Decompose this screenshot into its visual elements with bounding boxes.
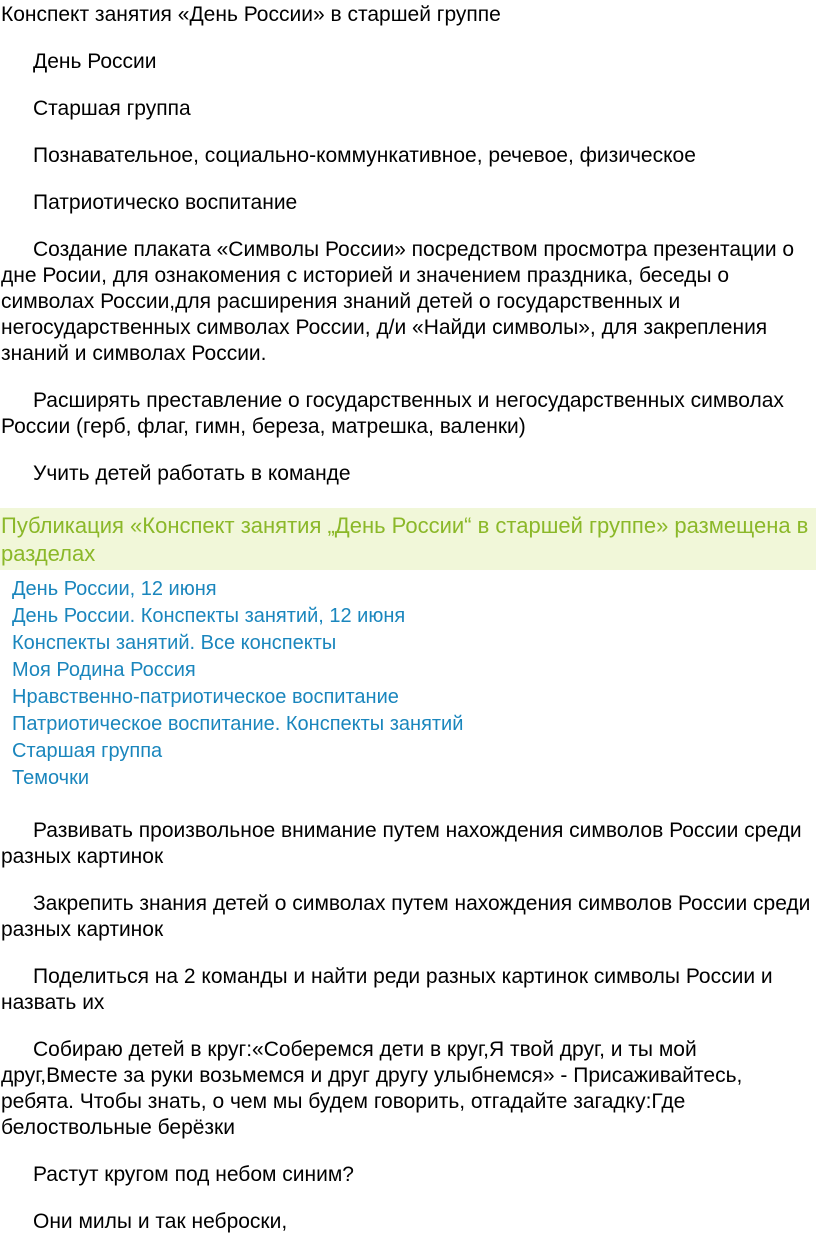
section-link-all-notes[interactable]: Конспекты занятий. Все конспекты xyxy=(12,632,337,654)
section-link-russia-day-notes[interactable]: День России. Конспекты занятий, 12 июня xyxy=(12,605,406,627)
paragraph-group: Старшая группа xyxy=(33,97,191,120)
section-link-patriotic-notes[interactable]: Патриотическое воспитание. Конспекты занятий xyxy=(12,713,464,735)
paragraph-riddle-line-2: Они милы и так неброски, xyxy=(33,1210,288,1233)
paragraph-riddle-line-1: Растут кругом под небом синим? xyxy=(33,1163,354,1186)
paragraph-task-2: Учить детей работать в команде xyxy=(33,462,351,485)
section-link-russia-day[interactable]: День России, 12 июня xyxy=(12,578,217,600)
section-link-topics[interactable]: Темочки xyxy=(12,767,89,789)
paragraph-areas: Познавательное, социально-коммункативное, речевое, физическое xyxy=(33,144,696,167)
document-title: Конспект занятия «День России» в старшей группе xyxy=(1,3,501,26)
paragraph-theme: День России xyxy=(33,50,157,73)
section-link-moral-education[interactable]: Нравственно-патриотическое воспитание xyxy=(12,686,399,708)
top-paragraphs xyxy=(0,49,816,487)
paragraph-task-4: Закрепить знания детей о символах путем нахождения символов России среди разных картинок xyxy=(1,892,811,941)
section-links xyxy=(0,576,816,792)
section-link-motherland[interactable]: Моя Родина Россия xyxy=(12,659,196,681)
paragraph-task-5: Поделиться на 2 команды и найти реди разных картинок символы России и назвать их xyxy=(1,965,773,1014)
paragraph-lesson-start: Собираю детей в круг:«Соберемся дети в круг,Я твой друг, и ты мой друг,Вместе за руки возьмемся и друг другу улыбнемся» - Присаживайтесь, ребята. Чтобы знать, о чем мы будем говорить, отгадайте загадку:Где белоствольные берёзки xyxy=(1,1038,743,1139)
bottom-paragraphs xyxy=(0,818,816,1235)
publication-banner: Публикация «Конспект занятия „День России“ в старшей группе» размещена в разделах xyxy=(0,508,816,570)
paragraph-direction: Патриотическо воспитание xyxy=(33,191,298,214)
paragraph-task-1: Расширять преставление о государственных и негосударственных символах России (герб, флаг, гимн, береза, матрешка, валенки) xyxy=(1,389,784,438)
paragraph-task-3: Развивать произвольное внимание путем нахождения символов России среди разных картинок xyxy=(1,819,802,868)
section-link-senior-group[interactable]: Старшая группа xyxy=(12,740,163,762)
paragraph-goal: Создание плаката «Символы России» посредством просмотра презентации о дне Росии, для ознакомения с историей и значением праздника, беседы о символах России,для расширения знаний детей о государственных и негосударственных символах России, д/и «Найди символы», для закрепления знаний и символах России. xyxy=(1,238,795,365)
